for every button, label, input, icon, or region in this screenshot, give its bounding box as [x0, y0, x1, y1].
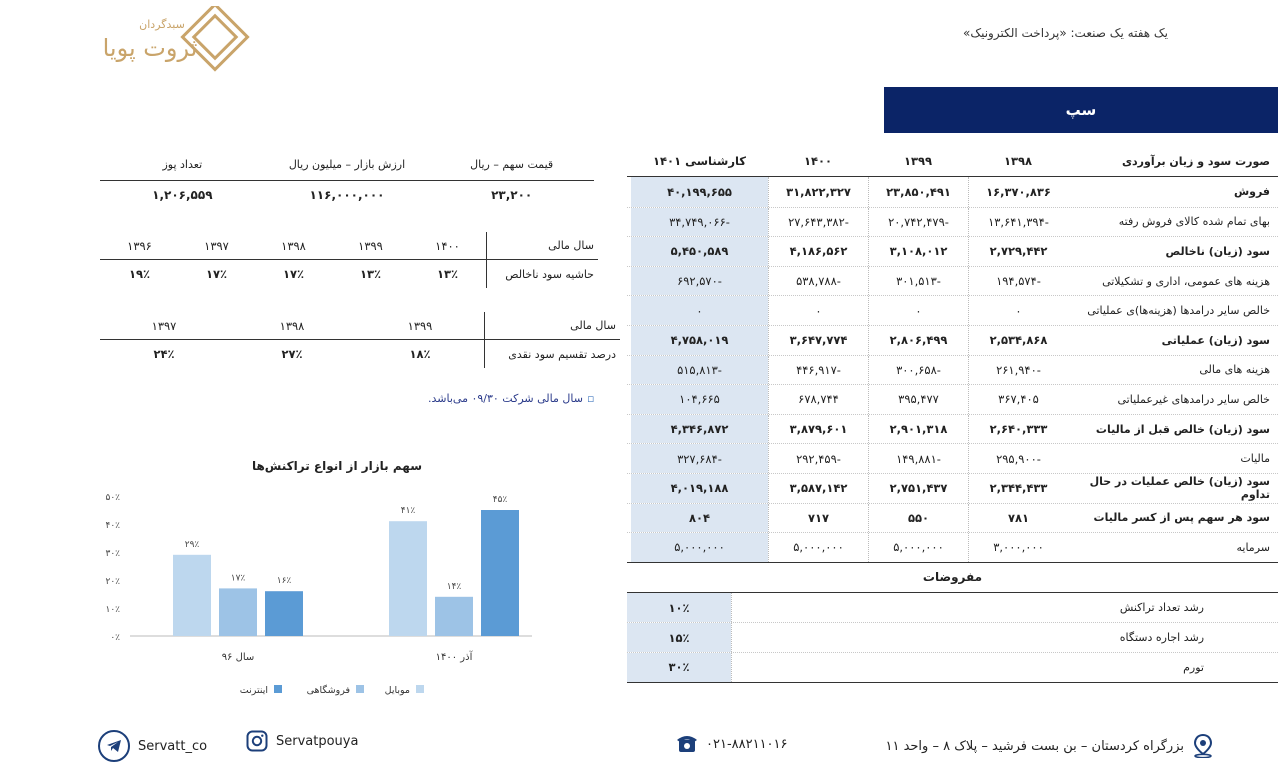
data-label: ۴۵٪	[492, 495, 508, 505]
table-row	[100, 312, 620, 340]
market-header	[100, 152, 594, 176]
table-cell: ۴,۷۵۸,۰۱۹	[631, 326, 768, 355]
table-cell: ۵,۰۰۰,۰۰۰	[768, 533, 868, 562]
column-header: کارشناسی ۱۴۰۱	[653, 154, 746, 168]
table-row	[627, 207, 1278, 237]
instagram-handle: Servatpouya	[276, 733, 359, 749]
telegram-handle: Servatt_co	[138, 738, 208, 754]
telegram-icon	[98, 730, 130, 762]
y-tick-label: ۱۰٪	[105, 605, 120, 615]
assumption-value: ۳۰٪	[627, 653, 731, 682]
table-cell: ۲,۸۰۶,۴۹۹	[868, 326, 968, 355]
table-cell: ۳,۰۰۰,۰۰۰	[968, 533, 1068, 562]
year-cell: ۱۳۹۷	[151, 318, 177, 333]
table-cell: ۷۱۷	[768, 504, 868, 533]
table-cell: ۱۶,۳۷۰,۸۳۶	[968, 177, 1068, 207]
row-label: هزینه های عمومی، اداری و تشکیلاتی	[1102, 274, 1270, 288]
row-label: سود هر سهم پس از کسر مالیات	[1093, 511, 1270, 525]
bar	[389, 521, 427, 636]
legend-label: فروشگاهی	[306, 685, 350, 696]
table-cell: -۵۱۵,۸۱۳	[631, 356, 768, 385]
dividend-value: ۱۸٪	[409, 347, 431, 361]
table-cell: ۰	[868, 296, 968, 325]
fiscal-year-note	[428, 392, 594, 405]
table-cell: ۰	[631, 296, 768, 325]
row-label: سود (زیان) خالص عملیات در حال تداوم	[1089, 475, 1270, 502]
category-label: سال ۹۶	[221, 652, 255, 663]
table-cell: ۰	[768, 296, 868, 325]
year-cell: ۱۳۹۸	[279, 318, 305, 333]
instagram-link[interactable]	[246, 730, 358, 752]
table-cell: ۵,۴۵۰,۵۸۹	[631, 237, 768, 266]
location-pin-icon	[1192, 734, 1214, 758]
table-row	[627, 443, 1278, 473]
market-values	[100, 180, 594, 208]
table-cell: -۱۳,۶۴۱,۳۹۴	[968, 208, 1068, 237]
gross-margin-label: حاشیه سود ناخالص	[486, 260, 598, 288]
data-label: ۱۴٪	[446, 581, 462, 592]
assumption-label: تورم	[1183, 660, 1204, 674]
legend-swatch	[274, 685, 282, 693]
table-row	[627, 177, 1278, 207]
table-cell: -۳۴,۷۴۹,۰۶۶	[631, 208, 768, 237]
market-value: ۱,۲۰۶,۵۵۹	[152, 187, 213, 202]
table-cell: ۳۹۵,۴۷۷	[868, 385, 968, 414]
y-tick-label: ۲۰٪	[105, 577, 120, 587]
bar	[173, 555, 211, 636]
row-label: فروش	[1233, 185, 1270, 199]
table-cell: -۲۹۵,۹۰۰	[968, 444, 1068, 473]
assumption-row	[627, 652, 1278, 682]
bar	[265, 591, 303, 636]
table-cell: ۵,۰۰۰,۰۰۰	[631, 533, 768, 562]
table-cell: ۰	[968, 296, 1068, 325]
table-cell: -۱۴۹,۸۸۱	[868, 444, 968, 473]
empty-cell	[731, 593, 1068, 623]
legend-swatch	[356, 685, 364, 693]
table-row	[627, 325, 1278, 355]
table-cell: ۷۸۱	[968, 504, 1068, 533]
row-label: بهای تمام شده کالای فروش رفته	[1118, 215, 1270, 229]
empty-cell	[731, 653, 1068, 682]
gross-margin-value: ۱۷٪	[205, 267, 228, 281]
phone-number: ۰۲۱-۸۸۲۱۱۰۱۶	[706, 736, 788, 752]
table-row	[627, 236, 1278, 266]
chart-title: سهم بازار از انواع تراکنش‌ها	[251, 459, 423, 473]
table-row	[100, 260, 598, 288]
gross-margin-table	[100, 232, 598, 288]
table-cell: ۴,۳۴۶,۸۷۲	[631, 415, 768, 444]
empty-cell	[731, 623, 1068, 652]
year-cell: ۱۴۰۰	[435, 238, 460, 253]
y-tick-label: ۰٪	[110, 633, 120, 643]
logo	[100, 6, 250, 82]
bar	[481, 510, 519, 636]
income-statement-rows	[627, 176, 1278, 562]
y-tick-label: ۳۰٪	[105, 549, 120, 559]
chart-svg	[100, 452, 540, 708]
data-label: ۱۷٪	[230, 573, 246, 584]
square-bullet-icon: ▫	[586, 392, 595, 405]
column-header: ۱۳۹۸	[1003, 154, 1033, 168]
dividend-value: ۲۴٪	[153, 347, 175, 361]
table-cell: ۴,۱۸۶,۵۶۲	[768, 237, 868, 266]
income-statement-table	[627, 146, 1278, 683]
gross-margin-value: ۱۳٪	[436, 267, 459, 281]
column-header: ۱۴۰۰	[803, 154, 833, 168]
table-cell: -۱۹۴,۵۷۴	[968, 267, 1068, 296]
column-header: ۱۳۹۹	[903, 154, 933, 168]
row-label: سرمایه	[1236, 540, 1270, 554]
bar	[435, 597, 473, 636]
row-label: سود (زیان) عملیاتی	[1161, 333, 1270, 347]
table-row	[627, 532, 1278, 562]
year-cell: ۱۳۹۶	[127, 238, 152, 253]
table-cell: ۳۱,۸۲۲,۳۲۷	[768, 177, 868, 207]
row-label: سود (زیان) ناخالص	[1165, 244, 1270, 258]
y-tick-label: ۴۰٪	[105, 521, 120, 531]
table-cell: -۴۴۶,۹۱۷	[768, 356, 868, 385]
gross-margin-value: ۱۳٪	[359, 267, 382, 281]
address	[885, 734, 1214, 758]
note-text: سال مالی شرکت ۰۹/۳۰ می‌باشد.	[428, 392, 583, 405]
table-cell: ۳۶۷,۴۰۵	[968, 385, 1068, 414]
legend-label: موبایل	[384, 685, 410, 696]
year-cell: ۱۳۹۸	[281, 238, 306, 253]
table-row	[100, 232, 598, 260]
company-name-bar: سپ	[884, 87, 1278, 133]
address-text: بزرگراه کردستان – بن بست فرشید – پلاک ۸ – واحد ۱۱	[885, 738, 1184, 754]
phone-icon	[676, 734, 698, 754]
assumption-value: ۱۰٪	[627, 593, 731, 623]
assumption-row	[627, 593, 1278, 623]
market-value: ۲۳,۲۰۰	[491, 187, 533, 202]
dividend-value: ۲۷٪	[281, 347, 303, 361]
table-cell: ۳,۵۸۷,۱۴۲	[768, 474, 868, 503]
assumptions-rows	[627, 592, 1278, 683]
row-label: مالیات	[1240, 452, 1270, 466]
table-cell: -۳۲۷,۶۸۴	[631, 444, 768, 473]
table-row	[627, 384, 1278, 414]
data-label: ۲۹٪	[184, 539, 200, 550]
year-cell: ۱۳۹۹	[407, 318, 433, 333]
market-value: ۱۱۶,۰۰۰,۰۰۰	[309, 187, 385, 202]
row-label: خالص سایر درامدها (هزینه‌ها)ی عملیاتی	[1087, 304, 1270, 318]
data-label: ۴۱٪	[400, 506, 416, 517]
row-label: سود (زیان) خالص قبل از مالیات	[1095, 422, 1270, 436]
income-statement-title: صورت سود و زیان برآوردی	[1121, 154, 1270, 168]
market-header-cell: تعداد پوز	[162, 157, 203, 171]
report-title: یک هفته یک صنعت: «پرداخت الکترونیک»	[963, 26, 1168, 40]
row-label: خالص سایر درامدهای غیرعملیاتی	[1117, 392, 1270, 406]
table-cell: ۸۰۴	[631, 504, 768, 533]
category-label: آذر ۱۴۰۰	[435, 652, 473, 663]
table-cell: ۴۰,۱۹۹,۶۵۵	[631, 177, 768, 207]
table-cell: ۲,۷۵۱,۴۳۷	[868, 474, 968, 503]
table-cell: ۱۰۴,۶۶۵	[631, 385, 768, 414]
year-cell: ۱۳۹۹	[358, 238, 383, 253]
table-cell: ۶۷۸,۷۴۴	[768, 385, 868, 414]
table-cell: ۴,۰۱۹,۱۸۸	[631, 474, 768, 503]
table-cell: ۲,۹۰۱,۳۱۸	[868, 415, 968, 444]
market-header-cell: ارزش بازار – میلیون ریال	[288, 157, 406, 171]
table-cell: -۶۹۲,۵۷۰	[631, 267, 768, 296]
phone	[676, 734, 788, 754]
legend-label: اینترنت	[239, 685, 268, 696]
table-cell: -۳۰۱,۵۱۳	[868, 267, 968, 296]
table-row	[627, 266, 1278, 296]
instagram-icon	[246, 730, 268, 752]
y-tick-label: ۵۰٪	[105, 493, 120, 503]
table-cell: ۵۵۰	[868, 504, 968, 533]
year-cell: ۱۳۹۷	[204, 238, 229, 253]
assumptions-title: مفروضات	[627, 562, 1278, 592]
row-label: هزینه های مالی	[1199, 363, 1270, 377]
table-cell: ۲۳,۸۵۰,۴۹۱	[868, 177, 968, 207]
market-header-cell: قیمت سهم – ریال	[470, 157, 554, 171]
table-row	[627, 503, 1278, 533]
table-cell: ۳,۸۷۹,۶۰۱	[768, 415, 868, 444]
table-row	[627, 414, 1278, 444]
gross-margin-value: ۱۹٪	[128, 267, 151, 281]
gross-margin-value: ۱۷٪	[282, 267, 305, 281]
table-cell: -۲۹۲,۴۵۹	[768, 444, 868, 473]
assumption-label: رشد اجاره دستگاه	[1119, 631, 1204, 645]
data-label: ۱۶٪	[276, 576, 292, 587]
table-cell: -۵۳۸,۷۸۸	[768, 267, 868, 296]
year-label: سال مالی	[484, 312, 620, 339]
legend-swatch	[416, 685, 424, 693]
table-row	[100, 340, 620, 368]
assumption-label: رشد تعداد تراکنش	[1119, 601, 1204, 615]
dividend-label: درصد تقسیم سود نقدی	[484, 340, 620, 368]
market-share-chart	[100, 452, 540, 708]
table-cell: ۳,۱۰۸,۰۱۲	[868, 237, 968, 266]
table-row	[627, 295, 1278, 325]
table-cell: ۲,۷۲۹,۴۴۲	[968, 237, 1068, 266]
table-cell: ۲,۳۴۴,۴۳۳	[968, 474, 1068, 503]
table-cell: -۳۰۰,۶۵۸	[868, 356, 968, 385]
year-label: سال مالی	[486, 232, 598, 259]
svg-text:سبدگردان: سبدگردان	[139, 18, 185, 31]
table-cell: ۲,۶۴۰,۳۳۳	[968, 415, 1068, 444]
table-cell: -۲۷,۶۴۳,۳۸۲	[768, 208, 868, 237]
bar	[219, 588, 257, 636]
dividend-table	[100, 312, 620, 368]
table-cell: ۳,۶۴۷,۷۷۴	[768, 326, 868, 355]
table-cell: ۵,۰۰۰,۰۰۰	[868, 533, 968, 562]
assumption-value: ۱۵٪	[627, 623, 731, 652]
assumption-row	[627, 622, 1278, 652]
table-row	[627, 355, 1278, 385]
table-cell: -۲۰,۷۴۲,۴۷۹	[868, 208, 968, 237]
income-statement-header	[627, 146, 1278, 176]
table-cell: -۲۶۱,۹۴۰	[968, 356, 1068, 385]
svg-text:ثروت پویا: ثروت پویا	[102, 34, 198, 62]
table-cell: ۲,۵۳۴,۸۶۸	[968, 326, 1068, 355]
telegram-link[interactable]	[98, 730, 207, 762]
table-row	[627, 473, 1278, 503]
